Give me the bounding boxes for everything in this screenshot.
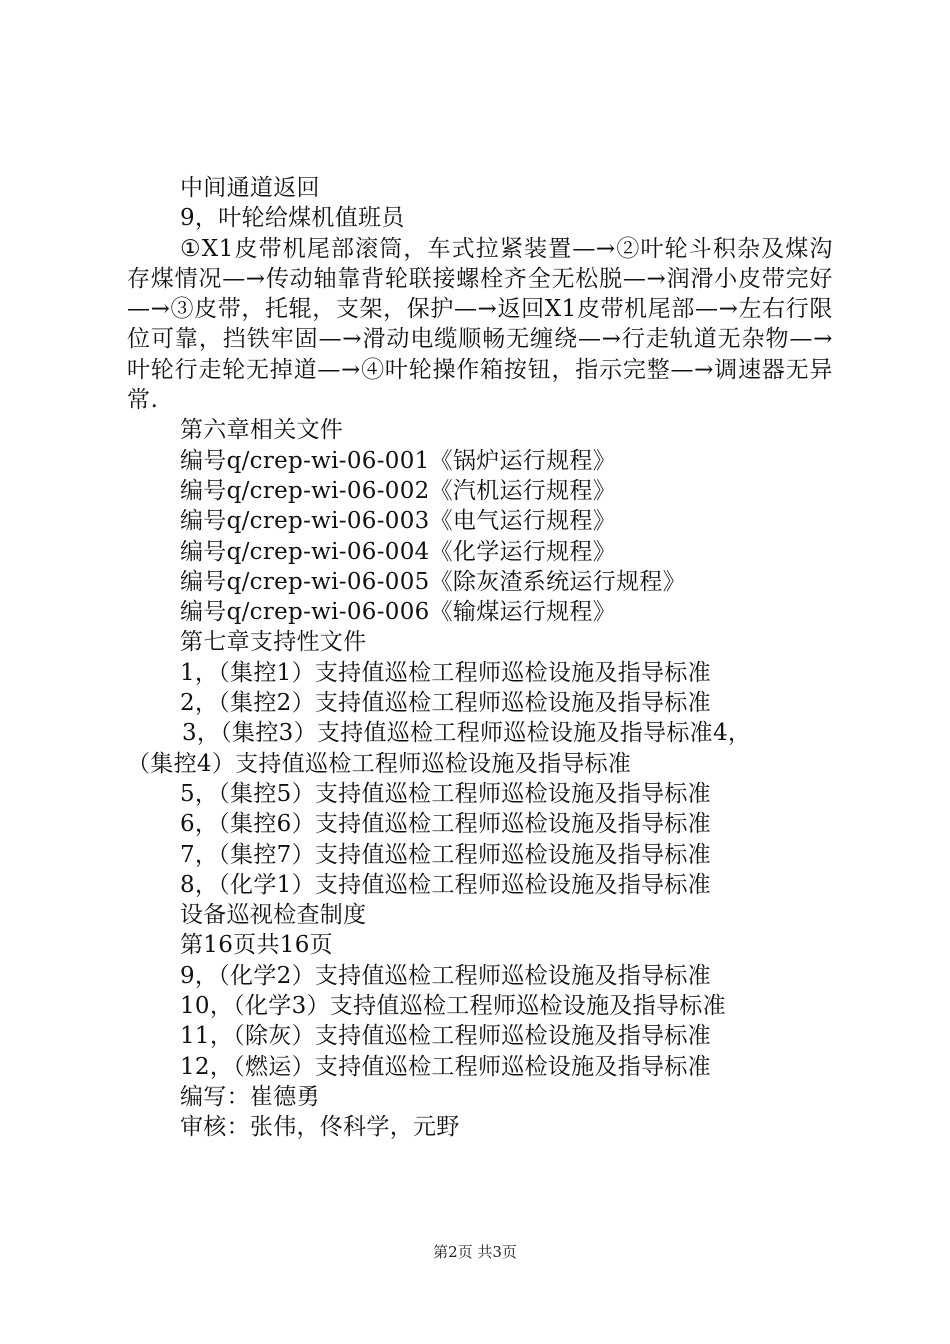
inspection-route-paragraph: ①X1皮带机尾部滚筒，车式拉紧装置—→②叶轮斗积杂及煤沟存煤情况—→传动轴靠背轮联接螺栓齐全无松脱—→润滑小皮带完好—→③皮带，托辊，支架，保护—→返回X1皮带机尾部—→左右行限位可靠，挡铁牢固—→滑动电缆顺畅无缠绕—→行走轨道无杂物—→叶轮行走轮无掉道—→④叶轮操作箱按钮，指示完整—→调速器无异常. [127, 235, 833, 414]
chapter-7-title: 第七章支持性文件 [180, 629, 367, 656]
list-item: 编号q/crep-wi-06-006《输煤运行规程》 [180, 599, 617, 626]
list-item: 10，（化学3）支持值巡检工程师巡检设施及指导标准 [180, 993, 726, 1020]
inner-page-note: 第16页共16页 [180, 932, 333, 959]
document-name-line: 设备巡视检查制度 [180, 902, 367, 929]
list-item: 9，（化学2）支持值巡检工程师巡检设施及指导标准 [180, 962, 711, 989]
list-item: 11，（除灰）支持值巡检工程师巡检设施及指导标准 [180, 1023, 711, 1050]
list-item: 6，（集控6）支持值巡检工程师巡检设施及指导标准 [180, 811, 711, 838]
list-item: 7，（集控7）支持值巡检工程师巡检设施及指导标准 [180, 841, 711, 868]
reviewer-line: 审核：张伟，佟科学，元野 [180, 1114, 460, 1141]
list-item: 编号q/crep-wi-06-005《除灰渣系统运行规程》 [180, 568, 686, 595]
list-item: 5，（集控5）支持值巡检工程师巡检设施及指导标准 [180, 780, 711, 807]
list-item: 1，（集控1）支持值巡检工程师巡检设施及指导标准 [180, 659, 711, 686]
list-item: 编号q/crep-wi-06-001《锅炉运行规程》 [180, 447, 617, 474]
chapter-6-title: 第六章相关文件 [180, 417, 344, 444]
chapter-6-list [127, 446, 837, 628]
section-heading-impeller-feeder: 9，叶轮给煤机值班员 [180, 205, 405, 232]
document-body [127, 173, 837, 1143]
author-line: 编写：崔德勇 [180, 1083, 320, 1110]
chapter-7-list [127, 658, 837, 1082]
list-item: 8，（化学1）支持值巡检工程师巡检设施及指导标准 [180, 871, 711, 898]
list-item: 编号q/crep-wi-06-003《电气运行规程》 [180, 508, 617, 535]
list-item: 12，（燃运）支持值巡检工程师巡检设施及指导标准 [180, 1053, 711, 1080]
list-item-wrapped-start: 3，（集控3）支持值巡检工程师巡检设施及指导标准4， [182, 720, 752, 747]
text-line-return-passage: 中间通道返回 [180, 175, 320, 201]
list-item: 2，（集控2）支持值巡检工程师巡检设施及指导标准 [180, 690, 711, 717]
list-item-wrapped-end: （集控4）支持值巡检工程师巡检设施及指导标准 [127, 750, 632, 777]
page-footer: 第2页 共3页 [433, 1243, 517, 1261]
list-item: 编号q/crep-wi-06-004《化学运行规程》 [180, 538, 617, 565]
list-item: 编号q/crep-wi-06-002《汽机运行规程》 [180, 477, 617, 504]
